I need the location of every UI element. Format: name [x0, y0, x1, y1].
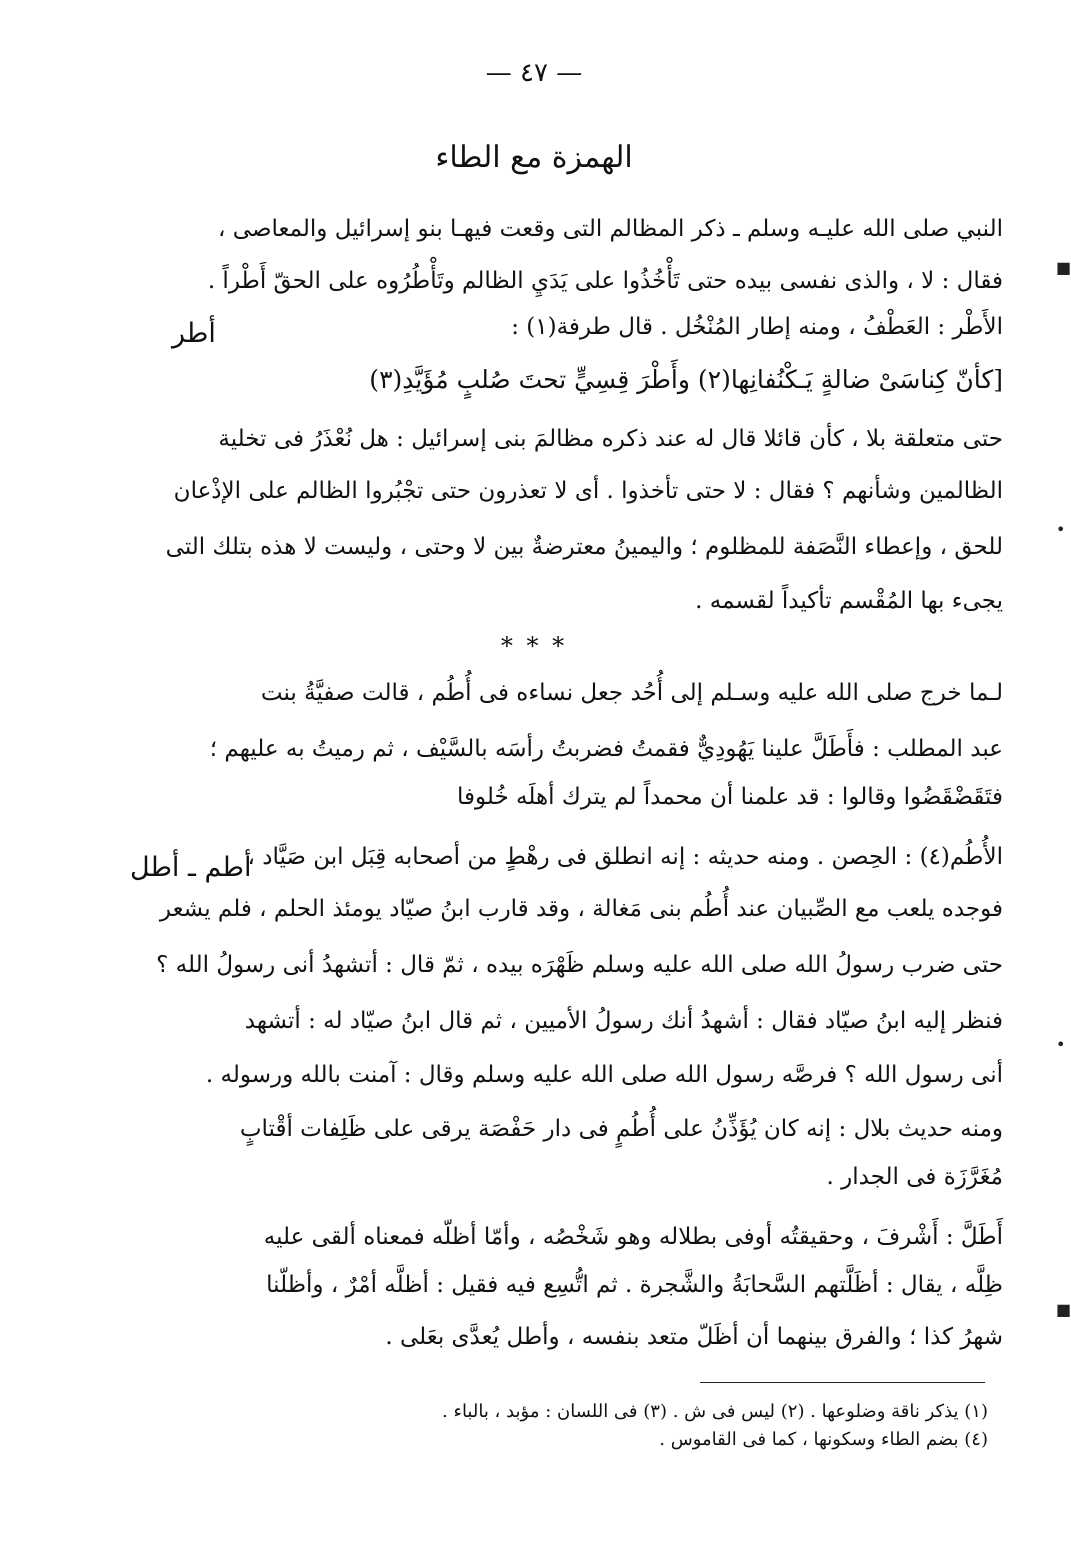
text-line: أنى رسول الله ؟ فرصَّه رسول الله صلى الله عليه وسلم وقال : آمنت بالله ورسوله .	[205, 1062, 1003, 1088]
verse-line: [كأنّ كِناسَىْ ضالةٍ يَـكْنُفانِها(٢) وأَطْرَ قِسِيٍّ تحتَ صُلبٍ مُؤَيَّدِ(٣)	[369, 365, 1003, 394]
text-line: حتى ضرب رسولُ الله صلى الله عليه وسلم ظَهْرَه بيده ، ثمّ قال : أتشهدُ أنى رسولُ الله ؟	[156, 952, 1003, 978]
text-line: مُغَرَّزَة فى الجدار .	[826, 1164, 1003, 1190]
text-line: فوجده يلعب مع الصِّبيان عند أُطُم بنى مَغالة ، وقد قارب ابنُ صيّاد يومئذ الحلم ، فلم يشعر	[159, 896, 1003, 922]
text-line: لـما خرج صلى الله عليه وسـلم إلى أُحُد جعل نساءه فى أُطُم ، قالت صفيَّةُ بنت	[260, 680, 1003, 706]
margin-headword-atr: أطر	[172, 318, 216, 349]
scan-mark: •	[1056, 1035, 1066, 1054]
margin-headword-atm-atl: أطم ـ أطل	[130, 852, 252, 883]
section-title: الهمزة مع الطاء	[435, 140, 633, 175]
scan-mark: ■	[1056, 258, 1071, 277]
text-line: ظِلَّه ، يقال : أظَلَّتهم السَّحابَةُ والشَّجرة . ثم اتُّسِع فيه فقيل : أظلَّه أمْرٌ ، وأظلّنا	[266, 1272, 1003, 1298]
text-line: النبي صلى الله عليـه وسلم ـ ذكر المظالم التى وقعت فيهـا بنو إسرائيل والمعاصى ،	[218, 216, 1003, 242]
footnote-rule	[700, 1382, 985, 1383]
text-line: الأُطُم(٤) : الحِصن . ومنه حديثه : إنه انطلق فى رهْطٍ من أصحابه قِبَل ابن صَيَّاد ،	[247, 844, 1003, 870]
footnote-line: (٤) بضم الطاء وسكونها ، كما فى القاموس .	[659, 1429, 988, 1450]
text-line: للحق ، وإعطاء النَّصَفة للمظلوم ؛ واليمينُ معترضةٌ بين لا وحتى ، وليست لا هذه بتلك التى	[165, 534, 1003, 560]
text-line: فنظر إليه ابنُ صيّاد فقال : أشهدُ أنك رسولُ الأميين ، ثم قال ابنُ صيّاد له : أتشهد	[244, 1008, 1003, 1034]
text-line: شهرُ كذا ؛ والفرق بينهما أن أظَلّ متعد بنفسه ، وأطل يُعدَّى بعَلى .	[385, 1324, 1003, 1350]
text-line: فتَقَضْقَضُوا وقالوا : قد علمنا أن محمداً لم يترك أهلَه خُلوفا	[457, 784, 1003, 810]
section-separator: * * *	[500, 632, 568, 660]
text-line: حتى متعلقة بلا ، كأن قائلا قال له عند ذكره مظالمَ بنى إسرائيل : هل نُعْذَرُ فى تخلية	[218, 426, 1003, 452]
text-line: أَطَلَّ : أَشْرفَ ، وحقيقتُه أوفى بطلاله وهو شَخْصُه ، وأمّا أظلّه فمعناه ألقى عليه	[263, 1224, 1003, 1250]
text-line: الأَطْر : العَطْفُ ، ومنه إطار المُنْخُل . قال طرفة(١) :	[511, 314, 1003, 340]
text-line: فقال : لا ، والذى نفسى بيده حتى تَأْخُذُوا على يَدَيِ الظالم وتَأْطُرُوه على الحقّ أَطْراً .	[207, 268, 1003, 294]
text-line: ومنه حديث بلال : إنه كان يُؤَذِّنُ على أُطُمٍ فى دار حَفْصَة يرقى على ظَلِفات أقْتابٍ	[239, 1116, 1003, 1142]
text-line: عبد المطلب : فأَطَلَّ علينا يَهُودِيٌّ فقمتُ فضربتُ رأسَه بالسَّيْف ، ثم رميتُ به عليهم ؛	[209, 736, 1003, 762]
footnote-line: (١) يذكر ناقة وضلوعها . (٢) ليس فى ش . (٣) فى اللسان : مؤبد ، بالباء .	[442, 1401, 988, 1422]
scan-mark: ■	[1056, 1300, 1071, 1319]
scan-mark: •	[1056, 520, 1066, 539]
text-line: يجىء بها المُقْسم تأكيداً لقسمه .	[695, 588, 1003, 614]
page-number: — ٤٧ —	[485, 58, 583, 88]
text-line: الظالمين وشأنهم ؟ فقال : لا حتى تأخذوا . أى لا تعذرون حتى تجْبُروا الظالم على الإذْعان	[173, 478, 1003, 504]
